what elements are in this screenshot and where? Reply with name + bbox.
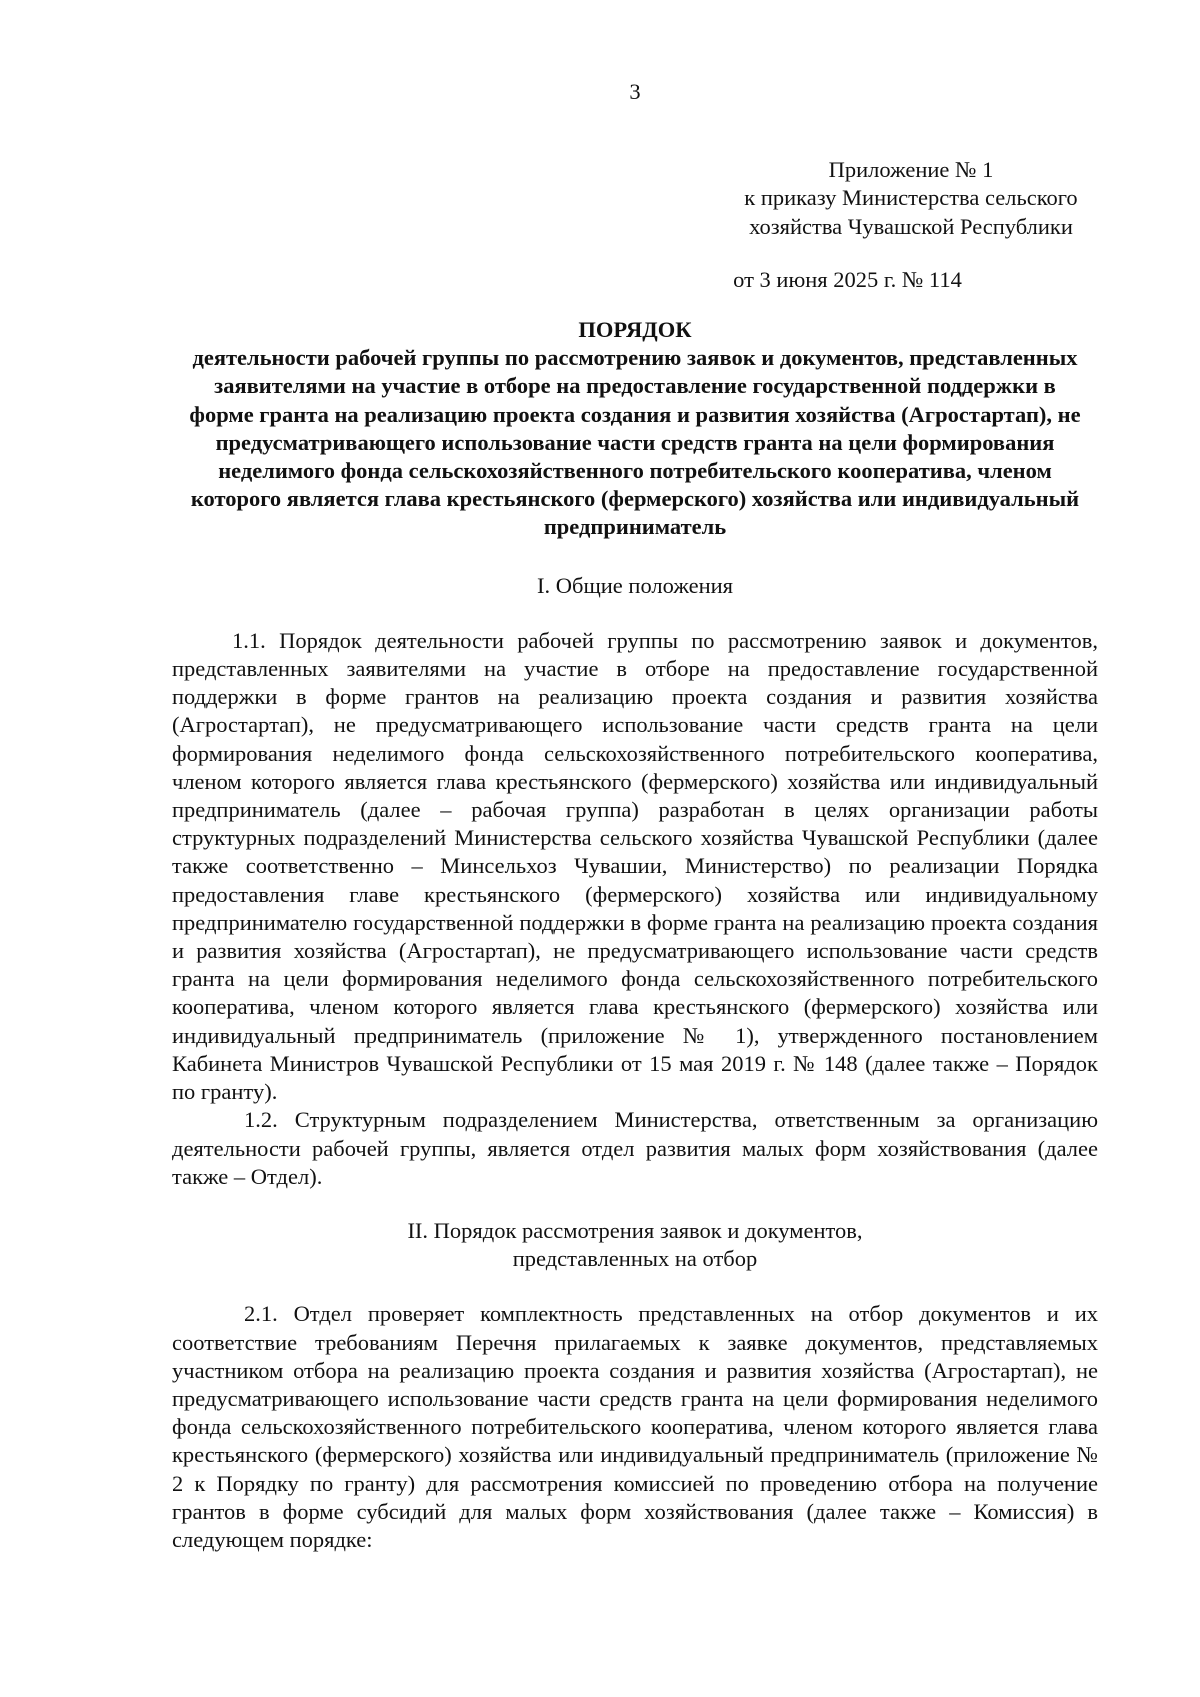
section-2-heading [172, 1217, 1098, 1273]
page-number: 3 [629, 79, 641, 104]
paragraph-2-1: 2.1. Отдел проверяет комплектность представленных на отбор документов и их соответствие требованиям Перечня прилагаемых к заявке документов, представляемых участником отбора на реализацию проекта создания и развития хозяйства (Агростартап), не предусматривающего использование части средств гранта на цели формирования неделимого фонда сельскохозяйственного потребительского кооператива, членом которого является глава крестьянского (фермерского) хозяйства или индивидуальный предприниматель (приложение № 2 к Порядку по гранту) для рассмотрения комиссией по проведению отбора на получение грантов в форме субсидий для малых форм хозяйствования (далее также – Комиссия) в следующем порядке: [172, 1301, 1098, 1552]
paragraph-1-2: 1.2. Структурным подразделением Министерства, ответственным за организацию деятельности рабочей группы, является отдел развития малых форм хозяйствования (далее также – Отдел). [172, 1107, 1098, 1189]
document-title: ПОРЯДОК [578, 317, 692, 343]
paragraph-1-1: 1.1. Порядок деятельности рабочей группы по рассмотрению заявок и документов, представленных заявителями на участие в отборе на предоставление государственной поддержки в форме грантов на реализацию проекта создания и развития хозяйства (Агростартап), не предусматривающего использование части средств гранта на цели формирования неделимого фонда сельскохозяйственного потребительского кооператива, членом которого является глава крестьянского (фермерского) хозяйства или индивидуальный предприниматель (далее – рабочая группа) разработан в целях организации работы структурных подразделений Министерства сельского хозяйства Чувашской Республики (далее также соответственно – Минсельхоз Чувашии, Министерство) по реализации Порядка предоставления главе крестьянского (фермерского) хозяйства или индивидуальному предпринимателю государственной поддержки в форме гранта на реализацию проекта создания и развития хозяйства (Агростартап), не предусматривающего использование части средств гранта на цели формирования неделимого фонда сельскохозяйственного потребительского кооператива, членом которого является глава крестьянского (фермерского) хозяйства или индивидуальный предприниматель (приложение № 1), утвержденного постановлением Кабинета Министров Чувашской Республики от 15 мая 2019 г. № 148 (далее также – Порядок по гранту). [172, 627, 1098, 1105]
annex-block [720, 156, 1102, 241]
section-2-heading-line-2: представленных на отбор [512, 1246, 758, 1272]
section-1-heading-text: I. Общие положения [537, 572, 733, 598]
section-2-heading-line-1: II. Порядок рассмотрения заявок и документов, [407, 1217, 863, 1243]
section-1-heading [172, 572, 1098, 600]
annex-order-line: к приказу Министерства сельского [744, 185, 1078, 211]
annex-title: Приложение № 1 [828, 157, 994, 183]
annex-date: от 3 июня 2025 г. № 114 [733, 266, 962, 292]
document-subtitle: деятельности рабочей группы по рассмотрению заявок и документов, представленных заявителями на участие в отборе на предоставление государственной поддержки в форме гранта на реализацию проекта создания и развития хозяйства (Агростартап), не предусматривающего использование части средств гранта на цели формирования неделимого фонда сельскохозяйственного потребительского кооператива, членом которого является глава крестьянского (фермерского) хозяйства или индивидуальный предприниматель [189, 345, 1081, 540]
annex-ministry-line: хозяйства Чувашской Республики [749, 213, 1073, 239]
